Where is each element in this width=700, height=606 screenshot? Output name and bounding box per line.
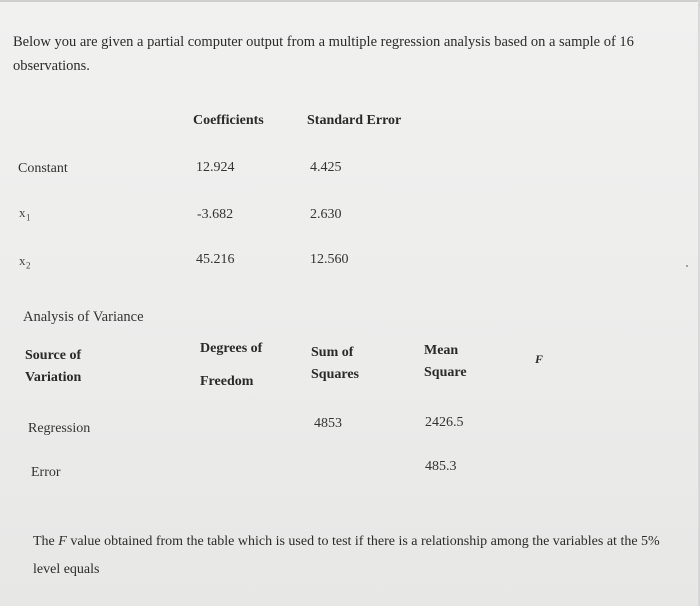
f-header: F bbox=[535, 352, 544, 366]
ss-header-line1: Sum of bbox=[311, 345, 354, 360]
std-error-x2: 12.560 bbox=[310, 252, 349, 267]
ms-header-line2: Square bbox=[424, 365, 467, 380]
std-error-x1: 2.630 bbox=[310, 207, 342, 222]
std-error-constant: 4.425 bbox=[310, 160, 342, 175]
df-header-line2: Freedom bbox=[200, 374, 254, 389]
row-label-constant: Constant bbox=[18, 161, 68, 176]
source-header-line1: Source of bbox=[25, 348, 82, 363]
ss-header-line2: Squares bbox=[311, 367, 359, 382]
row-label-x1 bbox=[19, 205, 31, 223]
ms-regression: 2426.5 bbox=[425, 415, 464, 430]
ms-header-line1: Mean bbox=[424, 343, 459, 358]
top-border bbox=[0, 0, 700, 2]
question-text bbox=[33, 528, 673, 584]
variable-name: x bbox=[19, 205, 26, 220]
variable-subscript: 2 bbox=[26, 260, 31, 271]
variable-name: x bbox=[19, 253, 26, 268]
source-error: Error bbox=[31, 465, 61, 480]
df-header-line1: Degrees of bbox=[200, 341, 263, 356]
ms-error: 485.3 bbox=[425, 459, 457, 474]
coefficient-x1: -3.682 bbox=[197, 207, 234, 222]
row-label-x2 bbox=[19, 253, 31, 271]
standard-error-header: Standard Error bbox=[307, 113, 402, 128]
f-symbol: F bbox=[58, 534, 67, 549]
speck-mark bbox=[686, 265, 688, 267]
intro-text: Below you are given a partial computer output from a multiple regression analysis based on a sample of 16 observations. bbox=[13, 34, 634, 74]
question-text-end: value obtained from the table which is used to test if there is a relationship among the variables at the 5% level equals bbox=[33, 534, 660, 577]
source-regression: Regression bbox=[28, 421, 91, 436]
source-header-line2: Variation bbox=[25, 370, 82, 385]
coefficients-header: Coefficients bbox=[193, 113, 264, 128]
anova-title: Analysis of Variance bbox=[23, 309, 144, 325]
coefficient-x2: 45.216 bbox=[196, 252, 235, 267]
question-text-start: The bbox=[33, 534, 59, 549]
ss-regression: 4853 bbox=[314, 416, 342, 431]
coefficient-constant: 12.924 bbox=[196, 160, 235, 175]
variable-subscript: 1 bbox=[26, 212, 31, 223]
